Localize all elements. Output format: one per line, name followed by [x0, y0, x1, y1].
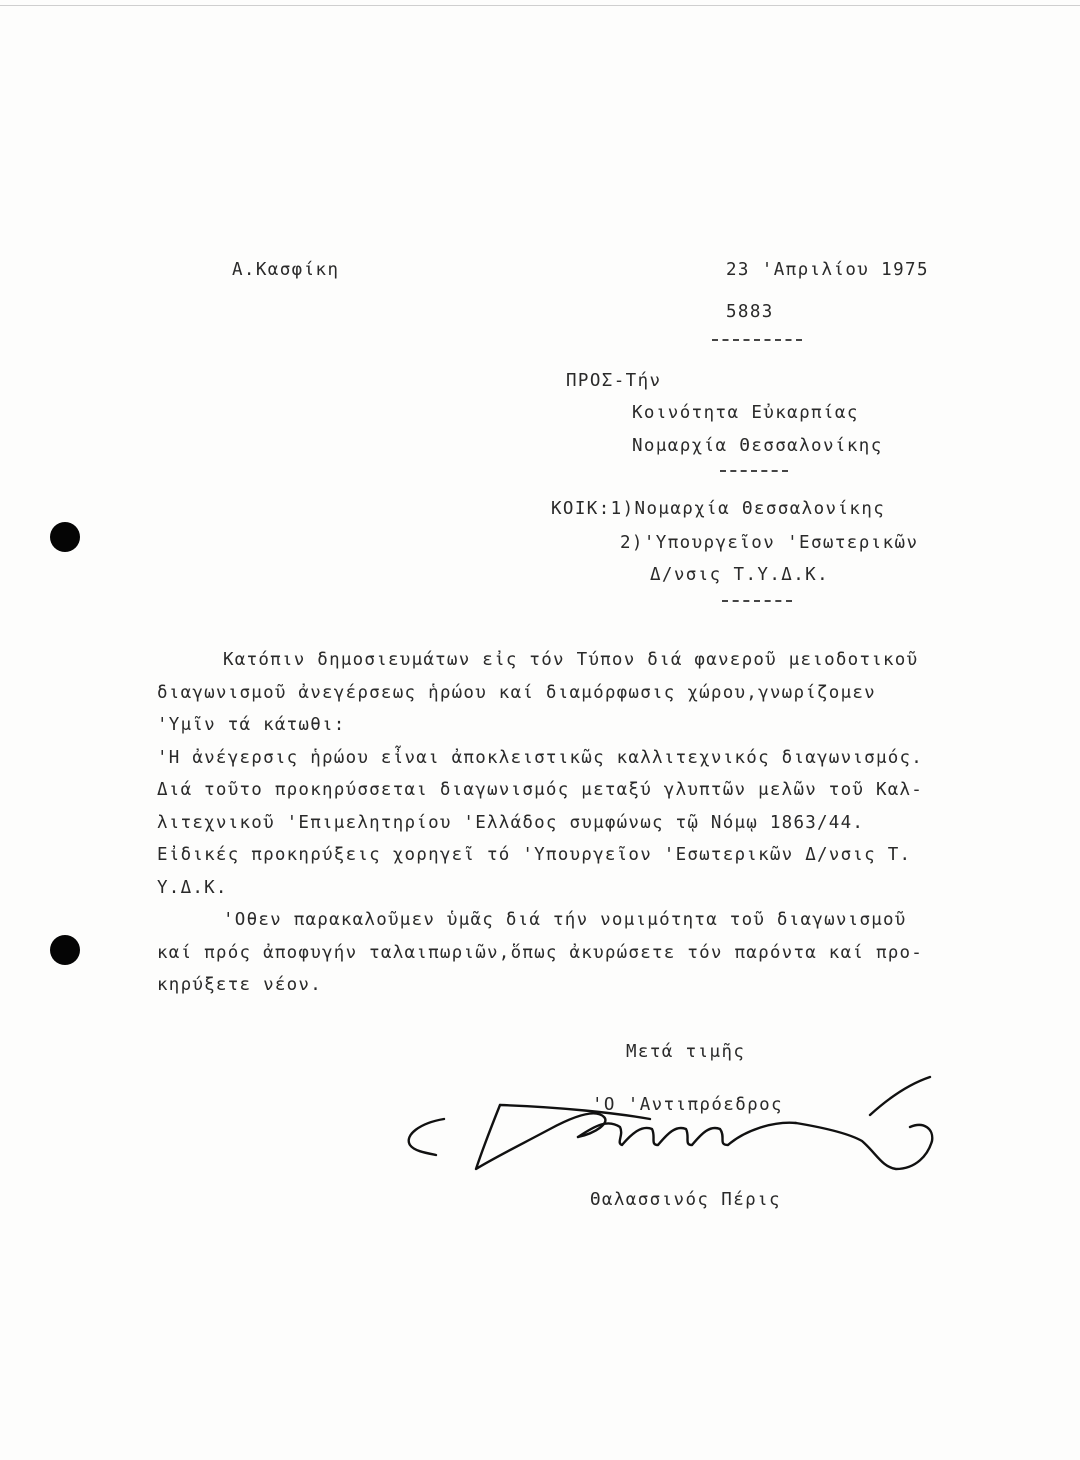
letter-date: 23 'Απριλίου 1975	[726, 260, 929, 280]
body-line: Υ.Δ.Κ.	[157, 877, 228, 898]
closing-salutation: Μετά τιμῆς	[626, 1042, 746, 1062]
body-line: καί πρός ἀποφυγήν ταλαιπωριῶν,ὅπως ἀκυρώσετε τόν παρόντα καί προ-	[157, 942, 924, 963]
copies-line-2: 2)'Υπουργεῖον 'Εσωτερικῶν	[620, 533, 919, 553]
protocol-underline	[712, 339, 802, 341]
punch-hole-bottom	[50, 935, 80, 965]
signatory-name: Θαλασσινός Πέρις	[590, 1190, 781, 1210]
body-line: 'Οθεν παρακαλοῦμεν ὑμᾶς διά τήν νομιμότητα τοῦ διαγωνισμοῦ	[223, 910, 907, 930]
punch-hole-top	[50, 522, 80, 552]
body-line: Διά τοῦτο προκηρύσσεται διαγωνισμός μεταξύ γλυπτῶν μελῶν τοῦ Καλ-	[157, 780, 924, 800]
body-paragraph-1	[157, 650, 1017, 910]
body-line: Κατόπιν δημοσιευμάτων εἰς τόν Τύπον διά φανεροῦ μειοδοτικοῦ	[223, 650, 919, 670]
reference-initials: Α.Κασφίκη	[232, 260, 340, 280]
body-line: κηρύξετε νέον.	[157, 975, 323, 995]
protocol-number: 5883	[726, 302, 774, 322]
recipient-underline	[720, 470, 788, 472]
copies-line-1: ΚΟΙΚ:1)Νομαρχία Θεσσαλονίκης	[551, 499, 886, 519]
copies-line-3: Δ/νσις Τ.Υ.Δ.Κ.	[650, 565, 830, 585]
body-line: 'Υμῖν τά κάτωθι:	[157, 715, 346, 735]
recipient-line-2: Νομαρχία Θεσσαλονίκης	[632, 436, 883, 456]
recipient-to-line: ΠΡΟΣ-Τήν	[566, 371, 662, 391]
body-line: λιτεχνικοῦ 'Επιμελητηρίου 'Ελλάδος συμφώνως τῷ Νόμῳ 1863/44.	[157, 812, 865, 833]
body-line: διαγωνισμοῦ ἀνεγέρσεως ἡρώου καί διαμόρφωσις χώρου,γνωρίζομεν	[157, 682, 876, 703]
copies-underline	[722, 600, 792, 602]
signatory-title: 'Ο 'Αντιπρόεδρος	[592, 1095, 783, 1115]
recipient-line-1: Κοινότητα Εὐκαρπίας	[632, 403, 859, 423]
scan-top-edge	[0, 5, 1080, 6]
body-paragraph-2	[157, 910, 1017, 1008]
handwritten-signature	[400, 1075, 960, 1215]
body-line: Εἰδικές προκηρύξεις χορηγεῖ τό 'Υπουργεῖον 'Εσωτερικῶν Δ/νσις Τ.	[157, 845, 912, 865]
body-line: 'Η ἀνέγερσις ἡρώου εἶναι ἀποκλειστικῶς καλλιτεχνικός διαγωνισμός.	[157, 747, 924, 768]
